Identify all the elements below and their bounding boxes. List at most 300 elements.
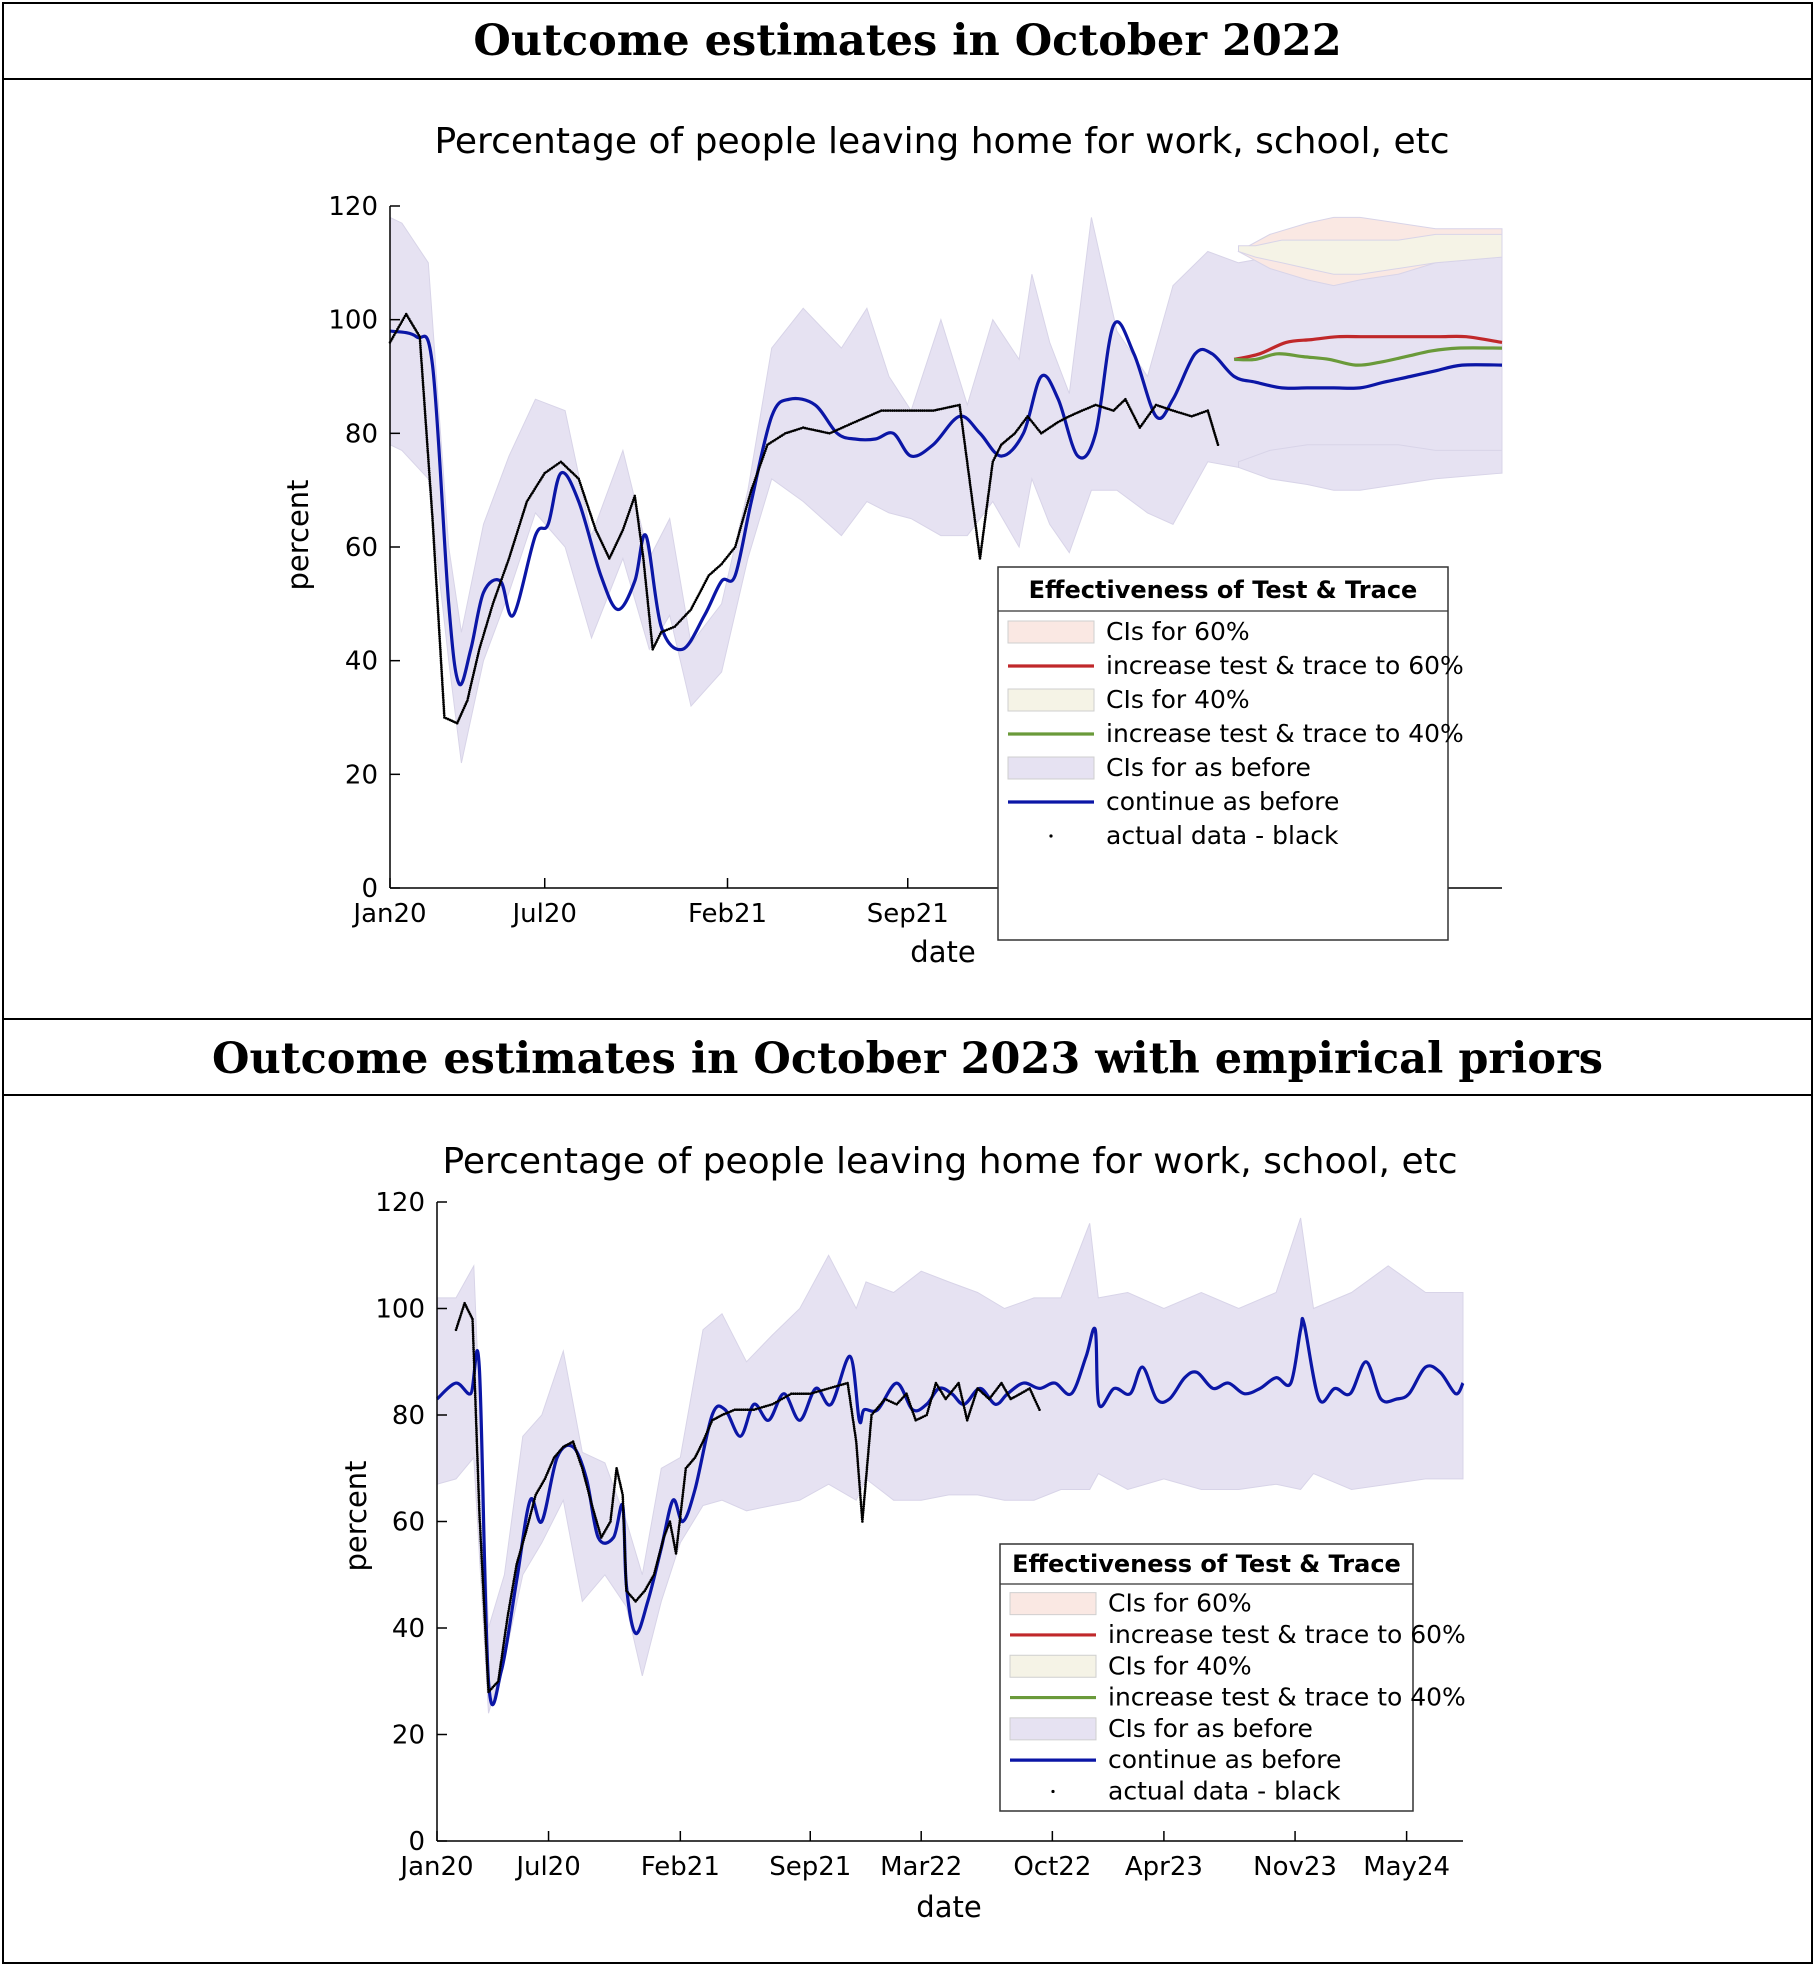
data-point	[865, 1470, 868, 1473]
data-point	[511, 1588, 514, 1591]
data-point	[966, 458, 969, 461]
data-point	[502, 1646, 505, 1649]
data-point	[958, 404, 961, 407]
legend-swatch	[1008, 621, 1094, 643]
legend-label: CIs for 40%	[1106, 685, 1250, 714]
data-point	[438, 627, 441, 630]
data-point	[419, 338, 422, 341]
data-point	[678, 1524, 681, 1527]
data-point	[468, 693, 471, 696]
data-point	[848, 1390, 851, 1393]
data-point	[420, 360, 423, 363]
data-point	[849, 1399, 852, 1402]
data-point	[861, 1516, 864, 1519]
data-point	[866, 1466, 869, 1469]
data-point	[645, 583, 648, 586]
data-point	[433, 548, 436, 551]
data-point	[643, 566, 646, 569]
data-point	[862, 1505, 865, 1508]
data-point	[477, 652, 480, 655]
data-point	[966, 460, 969, 463]
legend-label: increase test & trace to 40%	[1106, 719, 1464, 748]
data-point	[646, 598, 649, 601]
data-point	[435, 576, 438, 579]
data-point	[962, 427, 965, 430]
data-point	[979, 553, 982, 556]
data-point	[960, 419, 963, 422]
data-point	[504, 1631, 507, 1634]
y-tick-label: 100	[375, 1294, 425, 1325]
data-point	[421, 366, 424, 369]
data-point	[646, 596, 649, 599]
ci-band-4	[1239, 445, 1503, 491]
data-point	[643, 568, 646, 571]
data-point	[422, 384, 425, 387]
data-point	[858, 1477, 861, 1480]
data-point	[960, 414, 963, 417]
data-point	[442, 690, 445, 693]
data-point	[684, 1471, 687, 1474]
data-point	[971, 499, 974, 502]
legend-label: CIs for as before	[1106, 753, 1311, 782]
legend-label: CIs for 40%	[1108, 1651, 1252, 1681]
data-point	[422, 390, 425, 393]
chart-2-title: Percentage of people leaving home for work, school, etc	[442, 1141, 1458, 1182]
data-point	[682, 1487, 685, 1490]
data-point	[441, 675, 444, 678]
data-point	[963, 436, 966, 439]
data-point	[680, 1506, 683, 1509]
data-point	[675, 1550, 678, 1553]
data-point	[865, 1475, 868, 1478]
data-point	[639, 531, 642, 534]
data-point	[973, 514, 976, 517]
data-point	[864, 1483, 867, 1486]
data-point	[676, 1541, 679, 1544]
y-tick-label: 120	[328, 192, 378, 222]
data-point	[972, 503, 975, 506]
data-point	[849, 1397, 852, 1400]
legend-label: CIs for 60%	[1108, 1588, 1252, 1618]
data-point	[425, 432, 428, 435]
data-point	[642, 559, 645, 562]
legend-swatch	[1008, 689, 1094, 711]
data-point	[476, 659, 479, 662]
data-point	[436, 589, 439, 592]
data-point	[425, 427, 428, 430]
data-point	[498, 1674, 501, 1677]
data-point	[967, 471, 970, 474]
x-tick-label: Jul20	[516, 1852, 581, 1882]
data-point	[651, 639, 654, 642]
data-point	[424, 412, 427, 415]
data-point	[514, 1574, 517, 1577]
data-point	[439, 655, 442, 658]
data-point	[869, 1429, 872, 1432]
data-point	[679, 1519, 682, 1522]
data-point	[677, 1530, 680, 1533]
data-point	[679, 1513, 682, 1516]
data-point	[501, 1652, 504, 1655]
data-point	[973, 516, 976, 519]
legend-label: continue as before	[1108, 1745, 1342, 1775]
data-point	[976, 533, 979, 536]
data-point	[466, 699, 469, 702]
data-point	[422, 388, 425, 391]
data-point	[438, 633, 441, 636]
data-point	[980, 549, 983, 552]
data-point	[684, 1476, 687, 1479]
data-point	[439, 640, 442, 643]
data-point	[847, 1386, 850, 1389]
legend-label: continue as before	[1106, 787, 1340, 816]
data-point	[422, 379, 425, 382]
data-point	[430, 498, 433, 501]
data-point	[669, 1522, 672, 1525]
data-point	[650, 635, 653, 638]
data-point	[648, 611, 651, 614]
x-tick-label: Jan20	[400, 1852, 474, 1882]
data-point	[857, 1471, 860, 1474]
data-point	[980, 544, 983, 547]
chart-1-legend	[998, 567, 1464, 940]
chart-2	[0, 1098, 1817, 1964]
data-point	[679, 1515, 682, 1518]
data-point	[426, 445, 429, 448]
data-point	[974, 520, 977, 523]
data-point	[671, 1531, 674, 1534]
x-tick-label: Jul20	[512, 899, 577, 929]
data-point	[431, 520, 434, 523]
data-point	[646, 592, 649, 595]
data-point	[965, 453, 968, 456]
data-point	[984, 516, 987, 519]
data-point	[676, 1546, 679, 1549]
data-point	[644, 579, 647, 582]
data-point	[428, 465, 431, 468]
data-point	[427, 460, 430, 463]
data-point	[500, 1659, 503, 1662]
data-point	[977, 542, 980, 545]
legend-swatch	[1010, 1593, 1096, 1615]
data-point	[857, 1466, 860, 1469]
data-point	[986, 503, 989, 506]
data-point	[677, 1537, 680, 1540]
data-point	[854, 1432, 857, 1435]
data-point	[976, 538, 979, 541]
data-point	[864, 1481, 867, 1484]
data-point	[641, 551, 644, 554]
legend-label: increase test & trace to 60%	[1106, 651, 1464, 680]
data-point	[677, 1533, 680, 1536]
data-point	[426, 436, 429, 439]
data-point	[424, 408, 427, 411]
y-tick-label: 80	[344, 419, 378, 450]
data-point	[870, 1420, 873, 1423]
data-point	[867, 1457, 870, 1460]
data-point	[867, 1449, 870, 1452]
data-point	[423, 403, 426, 406]
data-point	[868, 1440, 871, 1443]
chart-2-xlabel: date	[916, 1890, 982, 1924]
data-point	[644, 572, 647, 575]
data-point	[486, 1662, 489, 1665]
y-tick-label: 80	[391, 1401, 425, 1431]
data-point	[981, 540, 984, 543]
data-point	[436, 605, 439, 608]
data-point	[680, 1504, 683, 1507]
data-point	[866, 1464, 869, 1467]
data-point	[441, 683, 444, 686]
data-point	[864, 1490, 867, 1493]
legend-swatch	[1008, 757, 1094, 779]
data-point	[423, 399, 426, 402]
data-point	[512, 1582, 515, 1585]
data-point	[637, 516, 640, 519]
data-point	[959, 410, 962, 413]
data-point	[638, 525, 641, 528]
data-point	[862, 1512, 865, 1515]
data-point	[985, 512, 988, 515]
data-point	[430, 493, 433, 496]
panel-2-header: Outcome estimates in October 2023 with empirical priors	[2, 1018, 1813, 1096]
data-point	[975, 527, 978, 530]
data-point	[644, 574, 647, 577]
data-point	[961, 425, 964, 428]
y-tick-label: 100	[328, 305, 378, 336]
data-point	[647, 609, 650, 612]
data-point	[857, 1473, 860, 1476]
data-point	[972, 510, 975, 513]
data-point	[487, 1682, 490, 1685]
data-point	[850, 1406, 853, 1409]
data-point	[425, 423, 428, 426]
legend-label: CIs for as before	[1108, 1713, 1313, 1743]
data-point	[649, 622, 652, 625]
data-point	[614, 1482, 617, 1485]
data-point	[863, 1499, 866, 1502]
x-tick-label: Sep21	[769, 1852, 852, 1882]
data-point	[858, 1484, 861, 1487]
data-point	[683, 1478, 686, 1481]
data-point	[673, 1544, 676, 1547]
data-point	[485, 1643, 488, 1646]
data-point	[676, 1543, 679, 1546]
data-point	[740, 525, 743, 528]
data-point	[684, 1474, 687, 1477]
data-point	[681, 1498, 684, 1501]
data-point	[963, 438, 966, 441]
data-point	[868, 1442, 871, 1445]
data-point	[982, 536, 985, 539]
x-tick-label: May24	[1363, 1852, 1451, 1882]
data-point	[419, 342, 422, 345]
data-point	[959, 408, 962, 411]
data-point	[969, 481, 972, 484]
data-point	[964, 449, 967, 452]
data-point	[864, 1488, 867, 1491]
data-point	[968, 475, 971, 478]
data-point	[637, 520, 640, 523]
data-point	[612, 1497, 615, 1500]
data-point	[847, 1384, 850, 1387]
data-point	[510, 1595, 513, 1598]
data-point	[611, 1503, 614, 1506]
data-point	[434, 570, 437, 573]
data-point	[682, 1489, 685, 1492]
legend-swatch	[1051, 1790, 1054, 1793]
data-point	[638, 529, 641, 532]
data-point	[429, 489, 432, 492]
data-point	[505, 1625, 508, 1628]
data-point	[988, 484, 991, 487]
data-point	[431, 513, 434, 516]
data-point	[867, 1446, 870, 1449]
data-point	[421, 371, 424, 374]
data-point	[424, 421, 427, 424]
data-point	[610, 1510, 613, 1513]
data-point	[853, 1425, 856, 1428]
data-point	[970, 492, 973, 495]
data-point	[480, 1540, 483, 1543]
legend-label: actual data - black	[1108, 1776, 1341, 1806]
data-point	[852, 1421, 855, 1424]
legend-swatch	[1010, 1655, 1096, 1677]
data-point	[499, 1667, 502, 1670]
data-point	[962, 432, 965, 435]
y-tick-label: 20	[391, 1720, 425, 1751]
data-point	[1038, 1408, 1041, 1411]
data-point	[508, 1603, 511, 1606]
data-point	[851, 1414, 854, 1417]
panel-1-header: Outcome estimates in October 2022	[2, 2, 1813, 80]
y-tick-label: 60	[344, 533, 378, 563]
data-point	[991, 467, 994, 470]
data-point	[497, 1680, 500, 1683]
data-point	[474, 665, 477, 668]
data-point	[681, 1500, 684, 1503]
data-point	[639, 536, 642, 539]
data-point	[859, 1499, 862, 1502]
data-point	[683, 1480, 686, 1483]
x-tick-label: Feb21	[687, 899, 768, 929]
data-point	[506, 1616, 509, 1619]
data-point	[867, 1455, 870, 1458]
data-point	[649, 626, 652, 629]
data-point	[850, 1408, 853, 1411]
data-point	[472, 674, 475, 677]
data-point	[434, 561, 437, 564]
data-point	[433, 541, 436, 544]
data-point	[424, 417, 427, 420]
data-point	[634, 501, 637, 504]
data-point	[990, 476, 993, 479]
data-point	[433, 554, 436, 557]
data-point	[442, 703, 445, 706]
data-point	[432, 526, 435, 529]
data-point	[429, 482, 432, 485]
data-point	[867, 1453, 870, 1456]
data-point	[964, 447, 967, 450]
data-point	[868, 1438, 871, 1441]
data-point	[1217, 443, 1220, 446]
data-point	[440, 668, 443, 671]
chart-2-ylabel: percent	[339, 1460, 373, 1572]
data-point	[966, 464, 969, 467]
data-point	[848, 1393, 851, 1396]
data-point	[640, 540, 643, 543]
y-tick-label: 20	[344, 760, 378, 791]
data-point	[636, 510, 639, 513]
legend-swatch	[1049, 834, 1052, 837]
data-point	[641, 548, 644, 551]
data-point	[986, 499, 989, 502]
data-point	[651, 642, 654, 645]
data-point	[471, 680, 474, 683]
chart-1-title: Percentage of people leaving home for work, school, etc	[434, 121, 1450, 162]
data-point	[426, 441, 429, 444]
legend-title: Effectiveness of Test & Trace	[1028, 575, 1418, 604]
data-point	[969, 486, 972, 489]
data-point	[974, 525, 977, 528]
data-point	[850, 1403, 853, 1406]
data-point	[968, 477, 971, 480]
data-point	[985, 508, 988, 511]
chart-1-ylabel: percent	[281, 479, 315, 591]
x-tick-label: Mar22	[880, 1852, 963, 1882]
y-tick-label: 60	[391, 1507, 425, 1538]
chart-1-xlabel: date	[910, 935, 976, 969]
y-tick-label: 0	[408, 1827, 425, 1857]
data-point	[481, 1562, 484, 1565]
data-point	[427, 452, 430, 455]
data-point	[672, 1537, 675, 1540]
data-point	[989, 480, 992, 483]
data-point	[613, 1488, 616, 1491]
data-point	[428, 469, 431, 472]
data-point	[650, 633, 653, 636]
x-tick-label: Apr23	[1124, 1852, 1203, 1882]
data-point	[678, 1522, 681, 1525]
data-point	[420, 355, 423, 358]
chart-2-legend	[1000, 1544, 1466, 1811]
data-point	[680, 1509, 683, 1512]
data-point	[855, 1440, 858, 1443]
data-point	[482, 1582, 485, 1585]
data-point	[970, 494, 973, 497]
y-tick-label: 40	[391, 1614, 425, 1644]
data-point	[854, 1434, 857, 1437]
data-point	[863, 1496, 866, 1499]
data-point	[643, 561, 646, 564]
data-point	[609, 1518, 612, 1521]
data-point	[677, 1535, 680, 1538]
data-point	[967, 466, 970, 469]
data-point	[515, 1567, 518, 1570]
y-tick-label: 0	[361, 874, 378, 904]
data-point	[648, 616, 651, 619]
data-point	[636, 512, 639, 515]
data-point	[855, 1447, 858, 1450]
data-point	[423, 395, 426, 398]
data-point	[645, 585, 648, 588]
legend-title: Effectiveness of Test & Trace	[1012, 1550, 1401, 1578]
data-point	[970, 488, 973, 491]
legend-label: increase test & trace to 60%	[1108, 1619, 1466, 1649]
legend-swatch	[1010, 1718, 1096, 1740]
data-point	[634, 497, 637, 500]
data-point	[678, 1528, 681, 1531]
